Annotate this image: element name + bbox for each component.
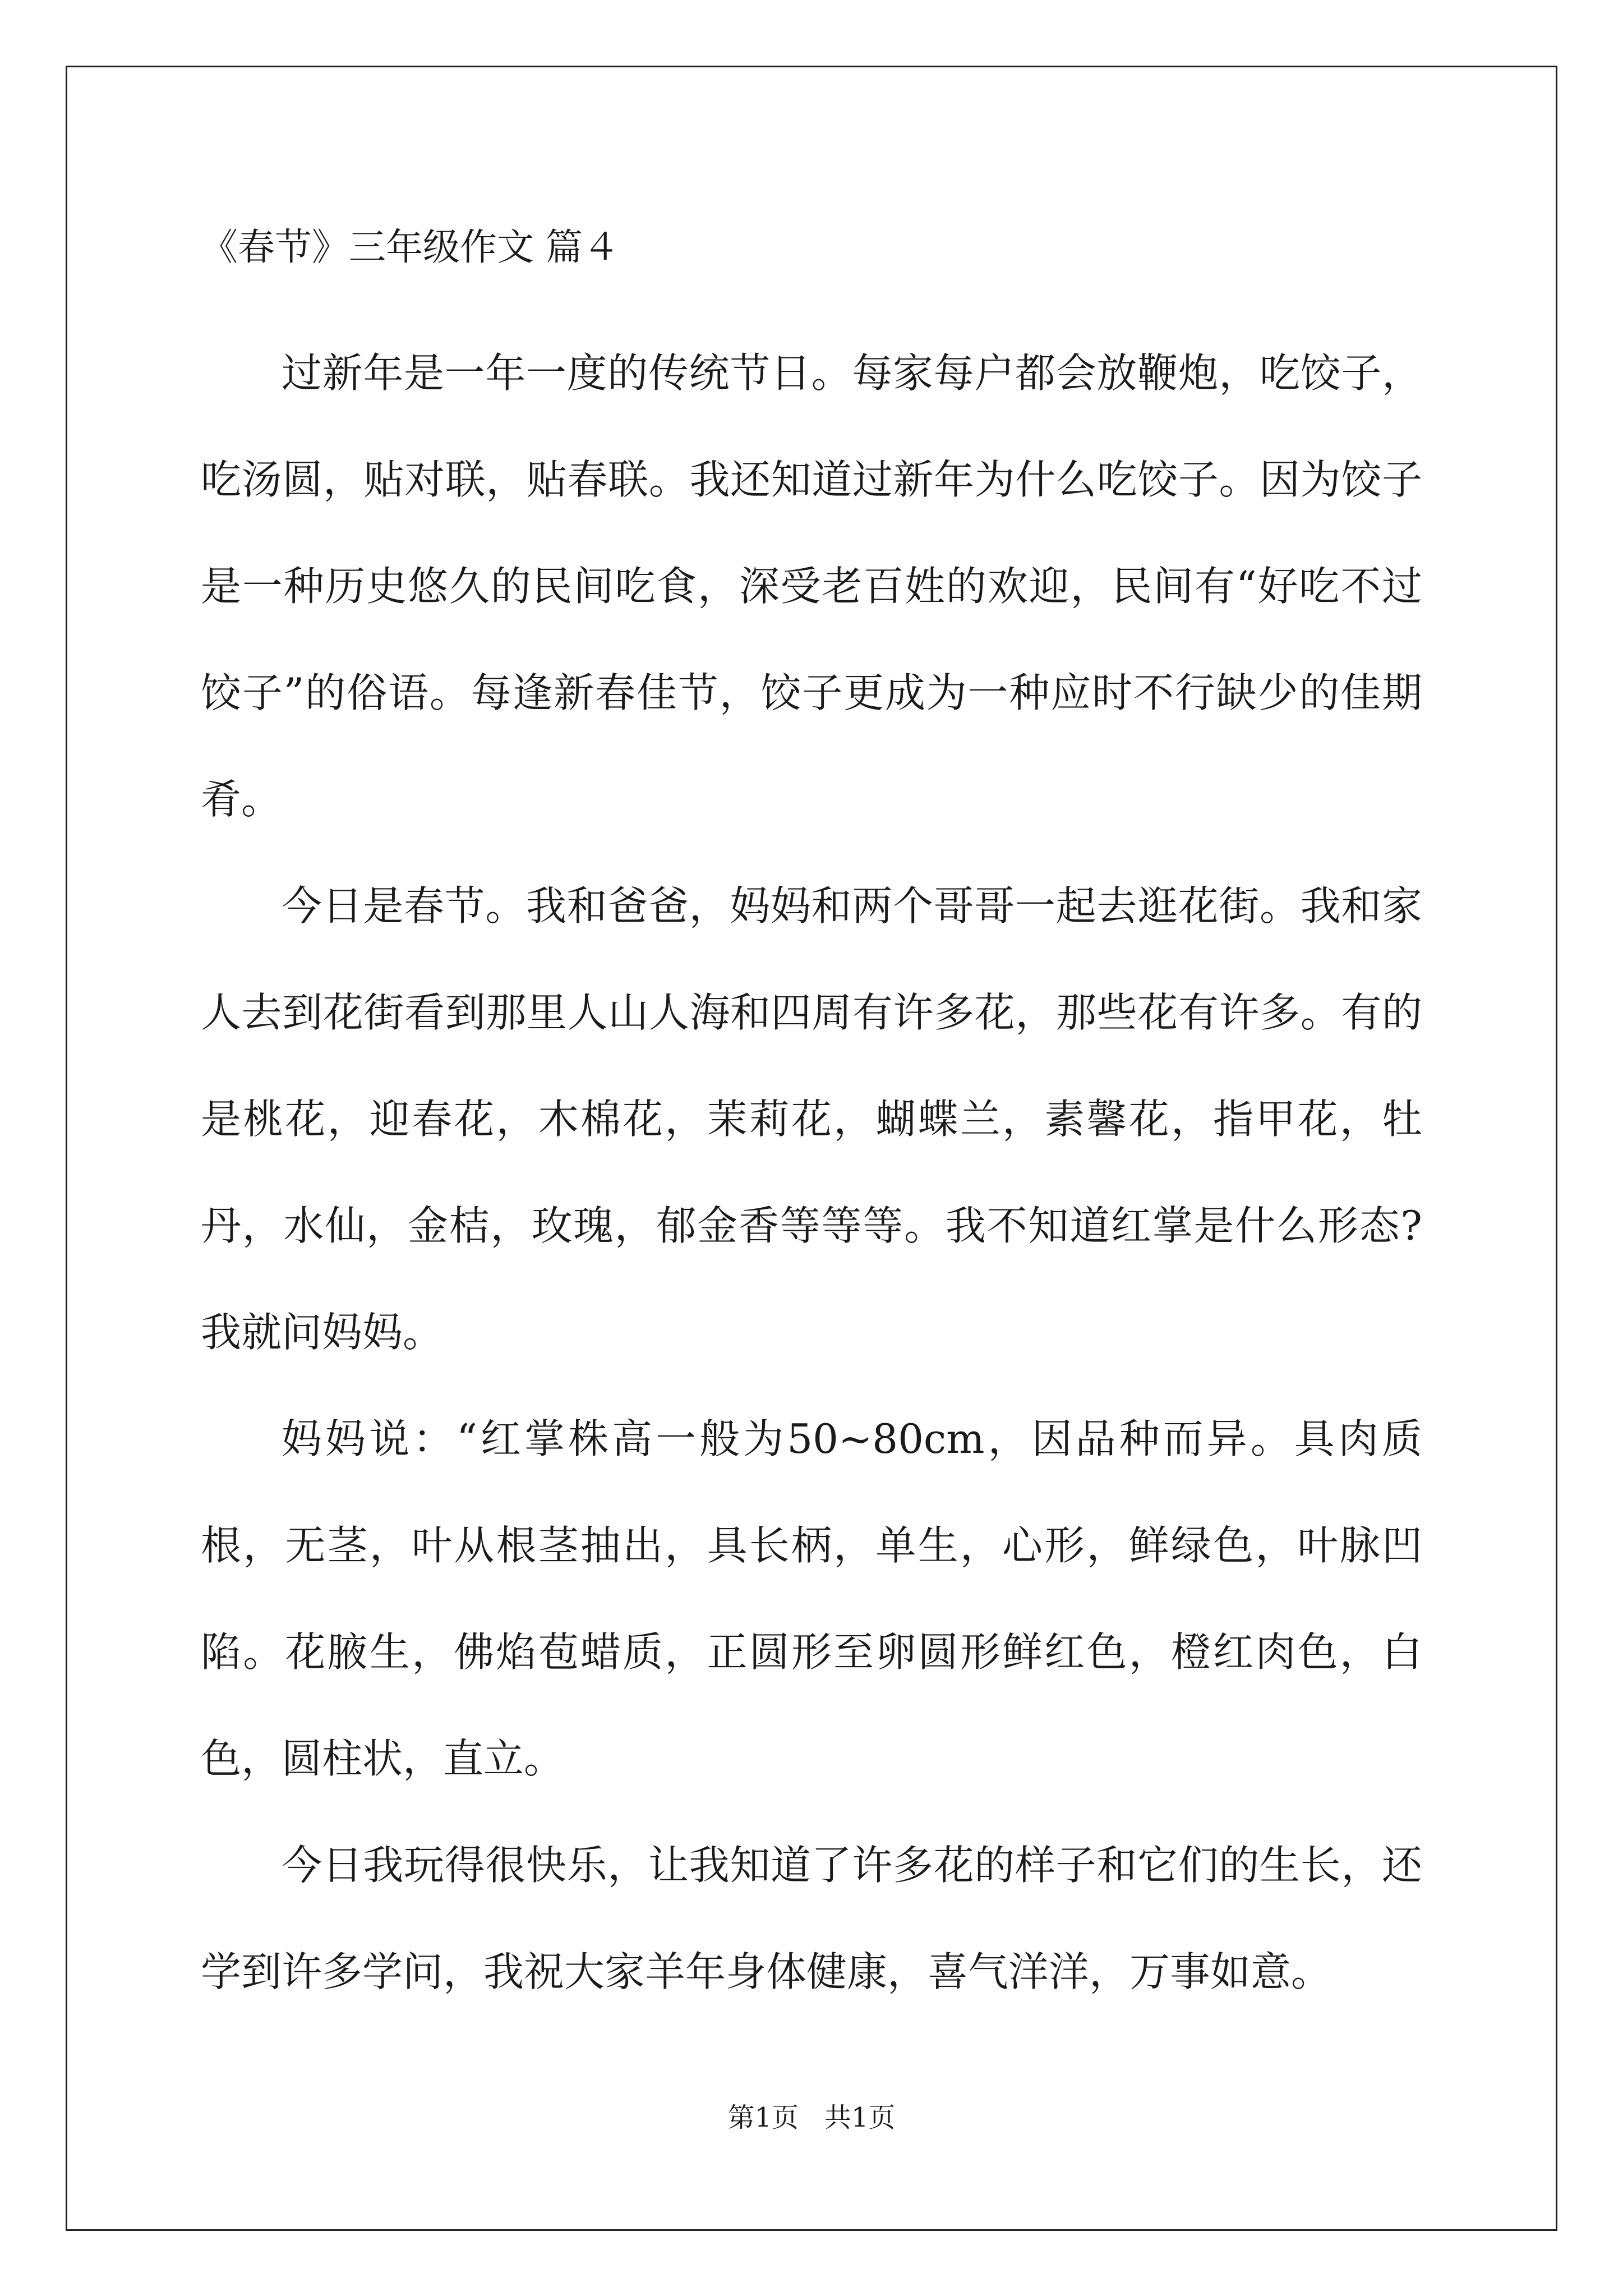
paragraph-2: 今日是春节。我和爸爸，妈妈和两个哥哥一起去逛花街。我和家人去到花街看到那里人山人海和四周有许多花，那些花有许多。有的是桃花，迎春花，木棉花，茉莉花，蝴蝶兰，素馨花，指甲花，牡丹，水仙，金桔，玫瑰，郁金香等等等。我不知道红掌是什么形态?我就问妈妈。 xyxy=(201,882,1422,1356)
paragraph-3: 妈妈说：“红掌株高一般为50~80cm，因品种而异。具肉质根，无茎，叶从根茎抽出，具长柄，单生，心形，鲜绿色，叶脉凹陷。花腋生，佛焰苞蜡质，正圆形至卵圆形鲜红色，橙红肉色，白色，圆柱状，直立。 xyxy=(201,1415,1422,1782)
page-footer: 第1页 共1页 xyxy=(727,2102,896,2133)
document-title: 《春节》三年级作文 篇４ xyxy=(201,226,620,269)
paragraph-4: 今日我玩得很快乐，让我知道了许多花的样子和它们的生长，还学到许多学问，我祝大家羊年身体健康，喜气洋洋，万事如意。 xyxy=(201,1842,1422,1995)
document-body xyxy=(201,320,1422,2025)
paragraph-1: 过新年是一年一度的传统节日。每家每户都会放鞭炮，吃饺子，吃汤圆，贴对联，贴春联。我还知道过新年为什么吃饺子。因为饺子是一种历史悠久的民间吃食，深受老百姓的欢迎，民间有“好吃不过饺子”的俗语。每逢新春佳节，饺子更成为一种应时不行缺少的佳期肴。 xyxy=(201,349,1422,823)
